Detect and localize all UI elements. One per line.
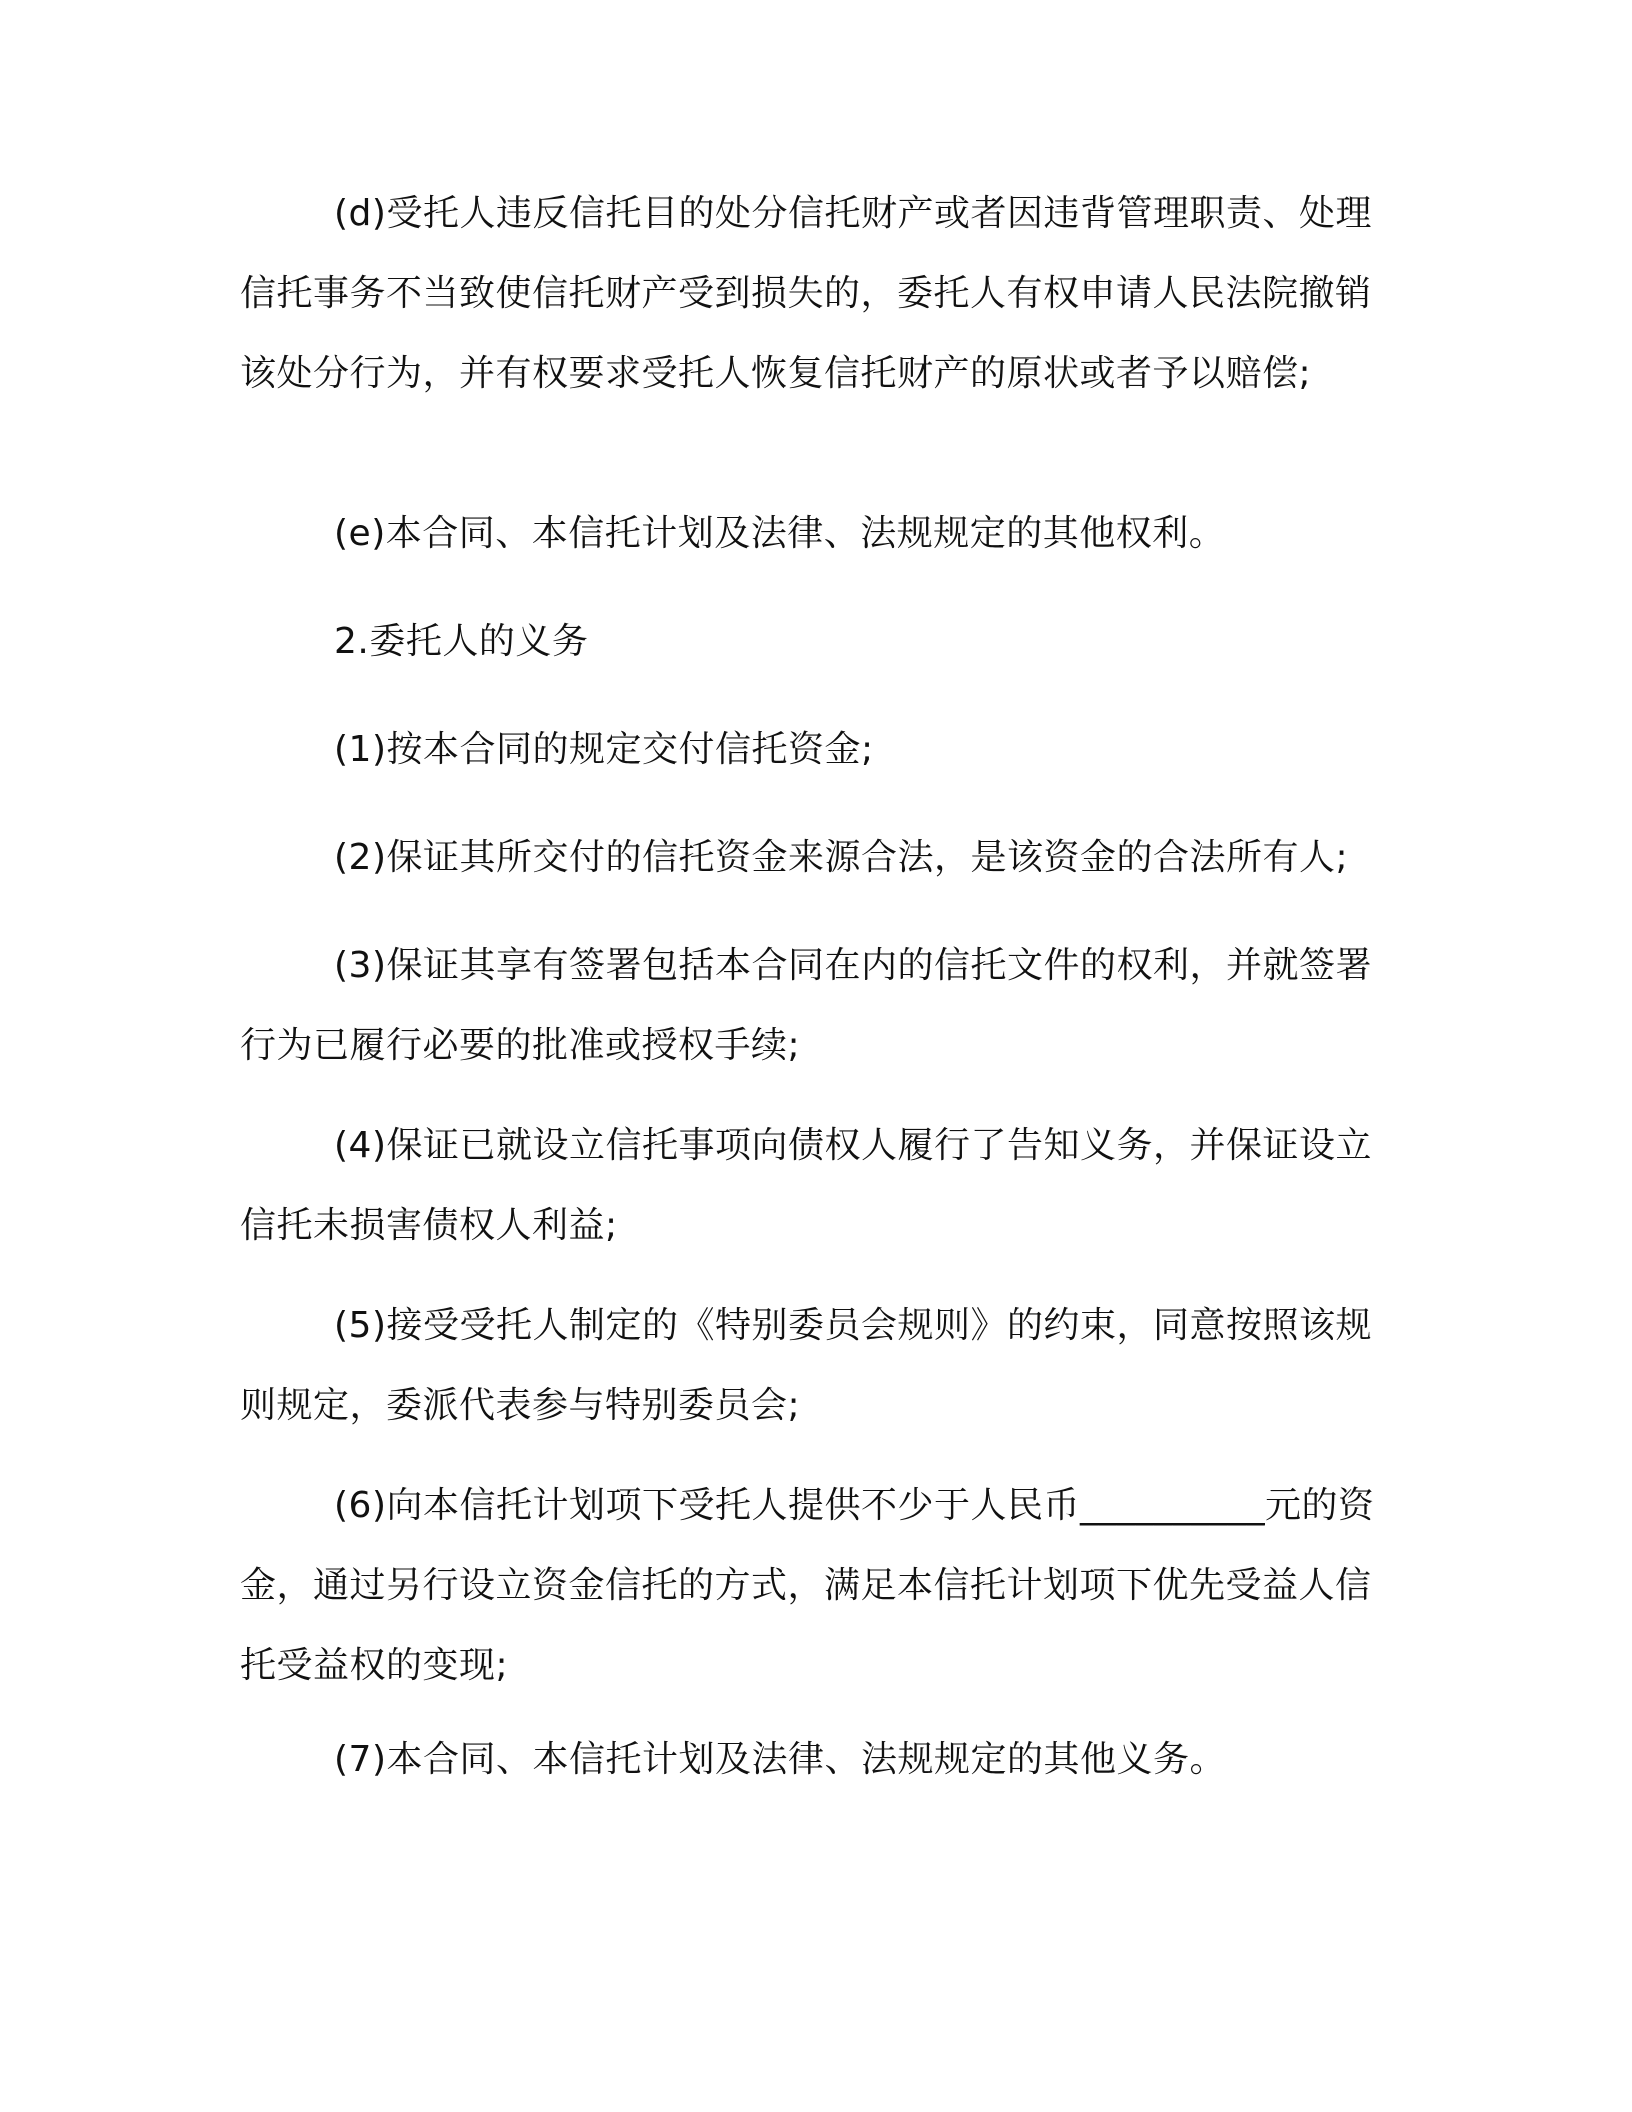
- obligation-2: (2)保证其所交付的信托资金来源合法，是该资金的合法所有人;: [334, 837, 1349, 878]
- obligation-6: [240, 1466, 1390, 1706]
- paragraph-e: (e)本合同、本信托计划及法律、法规规定的其他权利。: [334, 513, 1226, 554]
- section-heading-obligations: 2.委托人的义务: [334, 621, 589, 662]
- obligation-7: (7)本合同、本信托计划及法律、法规规定的其他义务。: [334, 1739, 1226, 1780]
- paragraph-d: (d)受托人违反信托目的处分信托财产或者因违背管理职责、处理信托事务不当致使信托财产受到损失的，委托人有权申请人民法院撤销该处分行为，并有权要求受托人恢复信托财产的原状或者予以赔偿;: [240, 193, 1372, 394]
- amount-blank: __________: [1080, 1485, 1265, 1526]
- obligation-1: (1)按本合同的规定交付信托资金;: [334, 729, 874, 770]
- obligation-6-before: (6)向本信托计划项下受托人提供不少于人民币: [334, 1485, 1080, 1526]
- obligation-5: (5)接受受托人制定的《特别委员会规则》的约束，同意按照该规则规定，委派代表参与特别委员会;: [240, 1305, 1372, 1426]
- obligation-4: (4)保证已就设立信托事项向债权人履行了告知义务，并保证设立信托未损害债权人利益;: [240, 1125, 1372, 1246]
- obligation-3: (3)保证其享有签署包括本合同在内的信托文件的权利，并就签署行为已履行必要的批准或授权手续;: [240, 945, 1372, 1066]
- obligation-6-after: 元的资金，通过另行设立资金信托的方式，满足本信托计划项下优先受益人信托受益权的变现;: [240, 1485, 1375, 1686]
